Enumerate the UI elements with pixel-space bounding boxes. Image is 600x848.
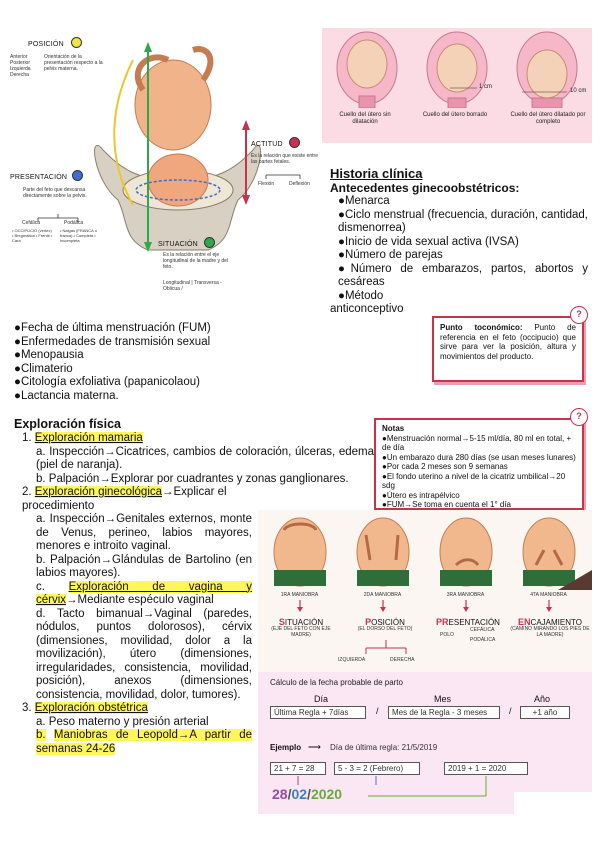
maniobra-label: 2DA MANIOBRA [363,592,402,598]
ejemplo-dia: 21 + 7 = 28 [270,762,326,775]
situacion-tag [158,235,215,249]
posicion-rest: OSICIÓN [371,618,405,627]
exploracion-item-2d [14,608,252,703]
exploracion-obstetrica: Exploración obstétrica [34,702,148,714]
posicion-desc: Orientación de la presentación respecto a la pelvis materna. [44,54,103,72]
maniobra-label: 4TA MANIOBRA [530,592,567,598]
historia-item: ●Número de embarazos, partos, abortos y cesáreas [338,262,588,288]
posicion-item: Izquierda [10,66,31,72]
exploracion-item-2a [14,513,252,554]
actitud-tag [251,135,300,149]
cm1-label: 1 cm [479,84,493,90]
historia-item: anticonceptivo [330,303,404,315]
item-text: Peso materno y presión arterial [48,715,209,728]
yellow-dot-icon [71,37,82,48]
polo-label: POLO [440,632,454,638]
list-item: ●Citología exfoliativa (papanicolaou) [14,376,200,388]
ejemplo-mes: 5 - 3 = 2 (Febrero) [334,762,420,775]
question-icon: ? [570,306,588,324]
situacion-desc: Es la relación entre el eje longitudinal de la madre y del feto. [163,252,229,270]
item-letter: a. [36,513,46,525]
presentacion-rest: ESENTACIÓN [448,618,500,627]
item-text: →Mediante espéculo vaginal [66,594,214,606]
posicion-tag [28,35,82,49]
historia-item: ●Ciclo menstrual (frecuencia, duración, cantidad, dismenorrea) [338,208,588,234]
presentacion-initial: PR [436,617,449,627]
red-dot-icon [289,137,300,148]
posicion-label: POSICIÓN [28,41,64,48]
green-dot-icon [204,237,215,248]
notas-item: ●El fondo uterino a nivel de la cicatriz umbilical→20 sdg [382,471,566,490]
formula-dia: Última Regla + 7días [270,706,366,719]
calculo-title: Cálculo de la fecha probable de parto [270,678,403,687]
item-text: →Explicar el procedimiento [22,486,227,512]
cervix-caption: Cuello del útero borrado [422,112,488,118]
presentacion-tag [10,168,83,182]
historia-section [330,167,588,317]
arrow-right-icon: ⟶ [308,742,321,752]
item-text: Inspección→Genitales externos, monte de Venus, perineo, labios mayores, menores e introito vaginal. [36,513,252,552]
resultado-sep: / [287,786,292,802]
item-text: Palpación→Glándulas de Bartolino (en labios mayores). [36,553,252,579]
item-letter: c. [36,580,45,593]
ejemplo-label: Ejemplo [270,743,302,752]
notas-item: ●Por cada 2 meses son 9 semanas [382,462,508,471]
item-letter: b. [36,553,46,566]
situacion-note: (EJE DEL FETO CON EJE MADRE) [271,626,331,638]
item-letter: d. [36,607,46,620]
resultado-anio: 2020 [310,786,343,802]
historia-item: ●Número de parejas [338,249,443,261]
notas-card [374,411,584,510]
podalica-option: PODÁLICA [470,637,496,643]
cefalica-items: • OCCIPUCIO (vertex) • Bregmática • Frente • Cara [12,228,53,243]
item-text: Maniobras de Leopold→A partir de semanas 24-26 [36,729,252,755]
notas-title: Notas [382,424,405,433]
podalica-items: • Nalgas (FRANCA o franca) • Completa • Incompleta [60,228,97,243]
item-number: 3. [22,702,32,714]
item-text: Inspección→Cicatrices, cambios de coloración, úlceras, edema (piel de naranja). [36,445,374,471]
item-letter: a. [36,445,46,458]
formula-mes: Mes de la Regla - 3 meses [388,706,500,719]
posicion-initial: P [365,617,372,627]
resultado-mes: 02 [291,786,308,802]
exploracion-item-2c [14,581,252,608]
cervix-caption: Cuello del útero dilatado por completo [510,112,586,125]
list-item: ●Lactancia materna. [14,389,119,402]
exploracion-ginecologica: Exploración ginecológica [34,486,163,498]
left-list [14,322,304,403]
exploracion-mamaria: Exploración mamaria [34,432,143,444]
item-number: 1. [22,432,32,444]
cervix-figure [322,28,592,143]
blue-dot-icon [72,170,83,181]
posicion-note: (EL DORSO DEL FETO) [357,626,413,632]
resultado-dia: 28 [272,786,288,802]
cervix-caption: Cuello del útero sin dilatación [339,112,391,125]
cefalica-label: Cefálica [22,220,41,226]
maniobra-label: 3RA MANIOBRA [446,592,485,598]
posicion-item: Posterior [10,60,31,66]
deflexion-label: Deflexión [289,181,310,187]
historia-title: Historia clínica [330,166,423,181]
item-letter: b. [36,729,46,741]
list-item: ●Menopausia [14,349,84,361]
situacion-initial: S [278,617,285,627]
exploracion-item-1a [14,446,374,473]
maniobra-label: 1RA MANIOBRA [280,592,319,598]
punto-toconomico-card [432,309,584,382]
historia-item: ●Menarca [338,195,390,207]
exploracion-vagina: Exploración de vagina y cérvix [36,580,252,606]
item-letter: b. [36,472,46,485]
list-item: ●Climaterio [14,362,73,375]
separator: / [376,706,379,716]
exploracion-title: Exploración física [14,417,121,431]
flexion-label: Flexión [258,181,275,187]
exploracion-item-3b [14,729,252,756]
posicion-list [10,54,42,78]
notas-item: ●Un embarazo dura 280 días (se usan meses lunares) [382,452,576,462]
punto-card-title: Punto toconómico: [440,323,523,332]
list-item: ●Fecha de última menstruación (FUM) [14,322,211,334]
actitud-desc: Es la relación que existe entre las partes fetales. [251,153,318,165]
header-dia: Día [314,694,329,704]
fecha-parto-box [258,672,592,814]
header-anio: Año [534,694,551,704]
punto-card-text [440,323,576,361]
leopold-illustration [258,510,592,590]
situacion-label: SITUACIÓN [158,241,198,248]
actitud-label: ACTITUD [251,141,283,148]
situacion-list: Longitudinal | Transversa - Oblicua / [163,280,222,292]
situacion-rest: ITUACIÓN [284,618,324,627]
question-icon: ? [570,408,588,426]
cm10-label: 10 cm [570,88,587,94]
resultado-fecha [272,786,342,802]
corner-decoration [514,792,592,814]
notas-item: ●Menstruación normal→5-15 ml/día, 80 ml en total, + de día [382,433,572,452]
formula-anio: +1 año [520,706,570,719]
derecha-label: DERECHA [390,657,415,663]
ejemplo-text: Día de última regla: 21/5/2019 [330,743,438,752]
presentacion-label: PRESENTACIÓN [10,174,68,181]
encajamiento-rest: CAJAMIENTO [530,618,582,627]
podalica-label: Podálica [64,220,84,226]
exploracion-item-1 [14,432,364,446]
item-letter: a. [36,715,46,728]
ejemplo-anio: 2019 + 1 = 2020 [444,762,528,775]
resultado-sep: / [307,786,311,802]
presentacion-heading [428,614,508,628]
izquierda-label: IZQUIERDA [338,657,366,663]
exploracion-item-2b [14,554,252,581]
historia-item: ●Inicio de vida sexual activa (IVSA) [338,235,519,248]
item-text: Tacto bimanual→Vaginal (paredes, nódulos, puntos dolorosos), cérvix (dimensiones, movilidad, dolor a la movilización), útero (dimensiones, irregularidades, consistencia, movilidad, posición), anexos (dimensiones, consistencia, movilidad, dolor, tumores). [36,607,252,701]
presentacion-desc: Parte del feto que descansa directamente sobre la pelvis. [23,187,87,199]
separator: / [509,706,512,716]
leopold-figure [258,510,592,672]
notas-item: ●FUM→Se toma en cuenta el 1° día [382,500,511,509]
exploracion-item-1b [14,473,374,487]
encajamiento-initial: EN [518,617,531,627]
notas-item: ●Útero es intrapélvico [382,490,460,500]
pelvis-figure [8,30,323,320]
cervix-illustration [322,28,592,108]
historia-item: ●Método [338,289,384,302]
punto-card-body: Punto de referencia en el feto (occipucio) que sirve para ver la posición, altura y movimientos del producto. [440,323,576,361]
cefalica-option: CEFÁLICA [470,627,495,633]
historia-subtitle: Antecedentes ginecoobstétricos: [330,181,520,195]
list-item: ●Enfermedades de transmisión sexual [14,335,211,348]
item-number: 2. [22,486,32,498]
posicion-item: Derecha [10,72,29,78]
encajamiento-note: (CAMINO MIRANDO LOS PIES DE LA MADRE) [510,626,590,638]
header-mes: Mes [434,694,452,704]
item-text: Palpación→Explorar por cuadrantes y zonas ganglionares. [48,472,349,485]
exploracion-item-2 [14,486,254,513]
posicion-item: Anterior [10,54,28,60]
